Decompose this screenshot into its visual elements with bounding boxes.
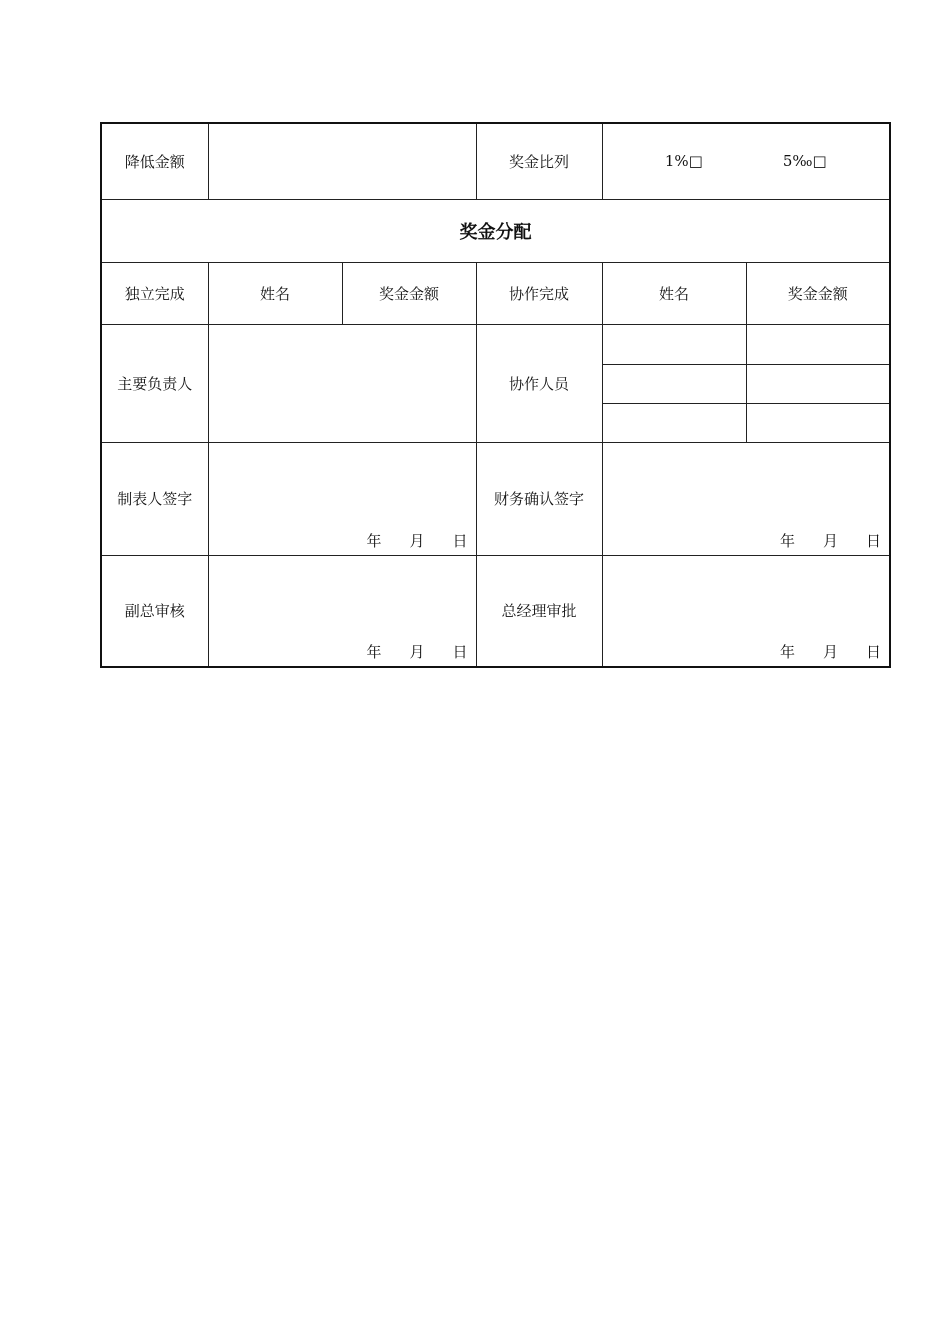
collaborator-amount-2[interactable] — [746, 364, 890, 403]
day-label: 日 — [452, 643, 468, 661]
bonus-amount-header-1: 奖金金额 — [342, 262, 476, 324]
collaborator-amount-3[interactable] — [746, 403, 890, 442]
month-label: 月 — [409, 531, 425, 550]
section-title: 奖金分配 — [101, 199, 890, 262]
month-label: 月 — [409, 643, 425, 661]
collaborator-name-1[interactable] — [602, 324, 746, 364]
year-label: 年 — [366, 643, 382, 661]
bonus-ratio-options — [602, 123, 890, 199]
preparer-sign-field[interactable] — [208, 442, 476, 555]
reduce-amount-value[interactable] — [208, 123, 476, 199]
ratio-option-5-permille[interactable]: 5‰□ — [782, 152, 827, 171]
preparer-sign-label: 制表人签字 — [101, 442, 208, 555]
reduce-amount-row — [101, 123, 890, 199]
gm-approve-field[interactable] — [602, 555, 890, 667]
year-label: 年 — [366, 531, 382, 550]
year-label: 年 — [779, 643, 795, 661]
bonus-amount-header-2: 奖金金额 — [746, 262, 890, 324]
bonus-ratio-label: 奖金比列 — [476, 123, 602, 199]
preparer-date — [366, 530, 467, 551]
name-header-2: 姓名 — [602, 262, 746, 324]
gm-approve-label: 总经理审批 — [476, 555, 602, 667]
name-header-1: 姓名 — [208, 262, 342, 324]
reduce-amount-label: 降低金额 — [101, 123, 208, 199]
month-label: 月 — [822, 643, 838, 661]
independent-label: 独立完成 — [101, 262, 208, 324]
vp-review-date — [366, 641, 467, 662]
gm-approve-date — [780, 641, 881, 662]
vp-review-field[interactable] — [208, 555, 476, 667]
bonus-form — [100, 122, 889, 668]
vp-review-label: 副总审核 — [101, 555, 208, 667]
approve-row — [101, 555, 890, 667]
collaborator-name-2[interactable] — [602, 364, 746, 403]
month-label: 月 — [822, 531, 838, 550]
day-label: 日 — [865, 531, 881, 550]
finance-sign-field[interactable] — [602, 442, 890, 555]
collaborator-amount-1[interactable] — [746, 324, 890, 364]
finance-date — [780, 530, 881, 551]
main-responsible-value[interactable] — [208, 324, 476, 442]
year-label: 年 — [779, 531, 795, 550]
finance-sign-label: 财务确认签字 — [476, 442, 602, 555]
day-label: 日 — [452, 531, 468, 550]
bonus-allocation-table — [100, 122, 891, 668]
collaborator-name-3[interactable] — [602, 403, 746, 442]
section-title-row — [101, 199, 890, 262]
cooperative-label: 协作完成 — [476, 262, 602, 324]
sign-row — [101, 442, 890, 555]
people-row-1 — [101, 324, 890, 364]
collaborators-label: 协作人员 — [476, 324, 602, 442]
header-row — [101, 262, 890, 324]
ratio-option-1-percent[interactable]: 1%□ — [664, 152, 703, 171]
day-label: 日 — [865, 643, 881, 661]
main-responsible-label: 主要负责人 — [101, 324, 208, 442]
